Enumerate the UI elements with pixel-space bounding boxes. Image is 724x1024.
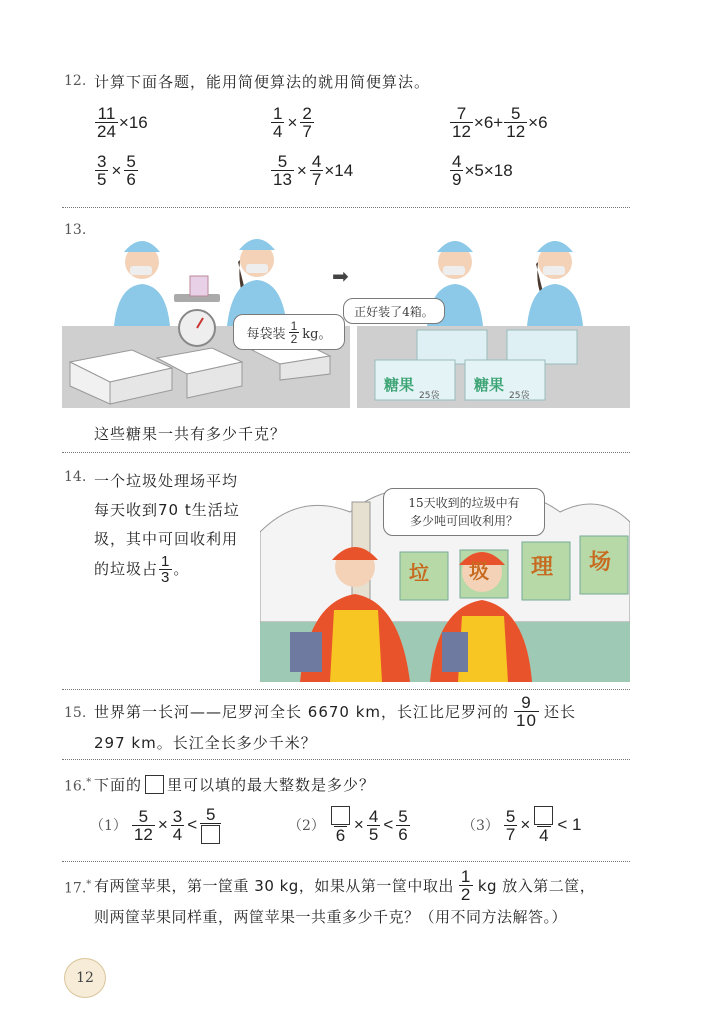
q12-number: 12.: [64, 73, 87, 89]
sign-character: 理: [531, 555, 554, 580]
divider: [62, 452, 630, 453]
divider: [62, 861, 630, 862]
q17-line-1: 有两筐苹果，第一筐重 30 kg，如果从第一筐中取出 $\frac{1}{2}$ kg 放入第二筐，: [94, 866, 596, 904]
blank-box: [331, 806, 350, 825]
blank-box: [145, 775, 164, 794]
blank-box: [201, 825, 220, 844]
q12-expr-5: $\frac{5}{13}$ × $\frac{4}{7}$ ×14: [273, 152, 354, 189]
arrow-right-icon: ➡: [332, 264, 349, 288]
q15-line-1: 世界第一长河——尼罗河全长 6670 km，长江比尼罗河的 $\frac{9}{10}$ 还长: [94, 692, 576, 730]
q17-line-2: 则两筐苹果同样重，两筐苹果一共重多少千克？（用不同方法解答。）: [94, 908, 568, 926]
q14-bubble: 15天收到的垃圾中有 多少吨可回收利用？: [383, 488, 545, 536]
page-number: 12: [64, 958, 106, 998]
q15-line-2: 297 km。长江全长多少千米？: [94, 734, 317, 752]
q12-expr-1: $\frac{11}{24}$ ×16: [97, 104, 148, 141]
q16-instruction: 下面的 里可以填的最大整数是多少？: [94, 776, 376, 794]
q16-part-2: （2） 6 × $\frac{4}{5}$ < $\frac{5}{6}$: [288, 806, 408, 846]
q13-question: 这些糖果一共有多少千克？: [94, 425, 287, 443]
q12-instruction: 计算下面各题，能用简便算法的就用简便算法。: [94, 73, 431, 91]
q12-expr-4: $\frac{3}{5}$ × $\frac{5}{6}$: [97, 152, 136, 189]
candy-box-count: 25袋: [419, 391, 440, 401]
q14-number: 14.: [64, 469, 87, 485]
q13-number: 13.: [64, 222, 87, 238]
q15-number: 15.: [64, 705, 87, 721]
q13-bubble-per-bag: 每袋装 $\frac{1}{2}$ kg。: [233, 314, 345, 350]
sign-character: 场: [589, 550, 612, 575]
divider: [62, 689, 630, 690]
q12-expr-6: $\frac{4}{9}$ ×5×18: [452, 152, 513, 189]
q14-problem-text: 一个垃圾处理场平均 每天收到70 t生活垃 圾，其中可回收利用 的垃圾占 $\frac{1}{3}$ 。: [94, 472, 240, 586]
candy-box-count: 25袋: [509, 391, 530, 401]
q16-part-3: （3） $\frac{5}{7}$ × 4 < 1: [462, 806, 582, 846]
q16-number: 16.*: [64, 777, 92, 795]
q12-expr-2: $\frac{1}{4}$ × $\frac{2}{7}$: [273, 104, 312, 141]
divider: [62, 207, 630, 208]
q16-part-1: （1） $\frac{5}{12}$ × $\frac{3}{4}$ < 5: [90, 806, 222, 844]
sign-character: 圾: [469, 559, 489, 583]
blank-box: [534, 806, 553, 825]
divider: [62, 759, 630, 760]
q17-number: 17.*: [64, 879, 92, 897]
q12-expr-3: $\frac{7}{12}$ ×6+ $\frac{5}{12}$ ×6: [452, 104, 548, 141]
candy-box-label: 糖果: [474, 376, 505, 394]
q13-bubble-boxes: 正好装了4箱。: [343, 298, 445, 324]
sign-character: 垃: [409, 561, 429, 585]
candy-box-label: 糖果: [384, 376, 415, 394]
